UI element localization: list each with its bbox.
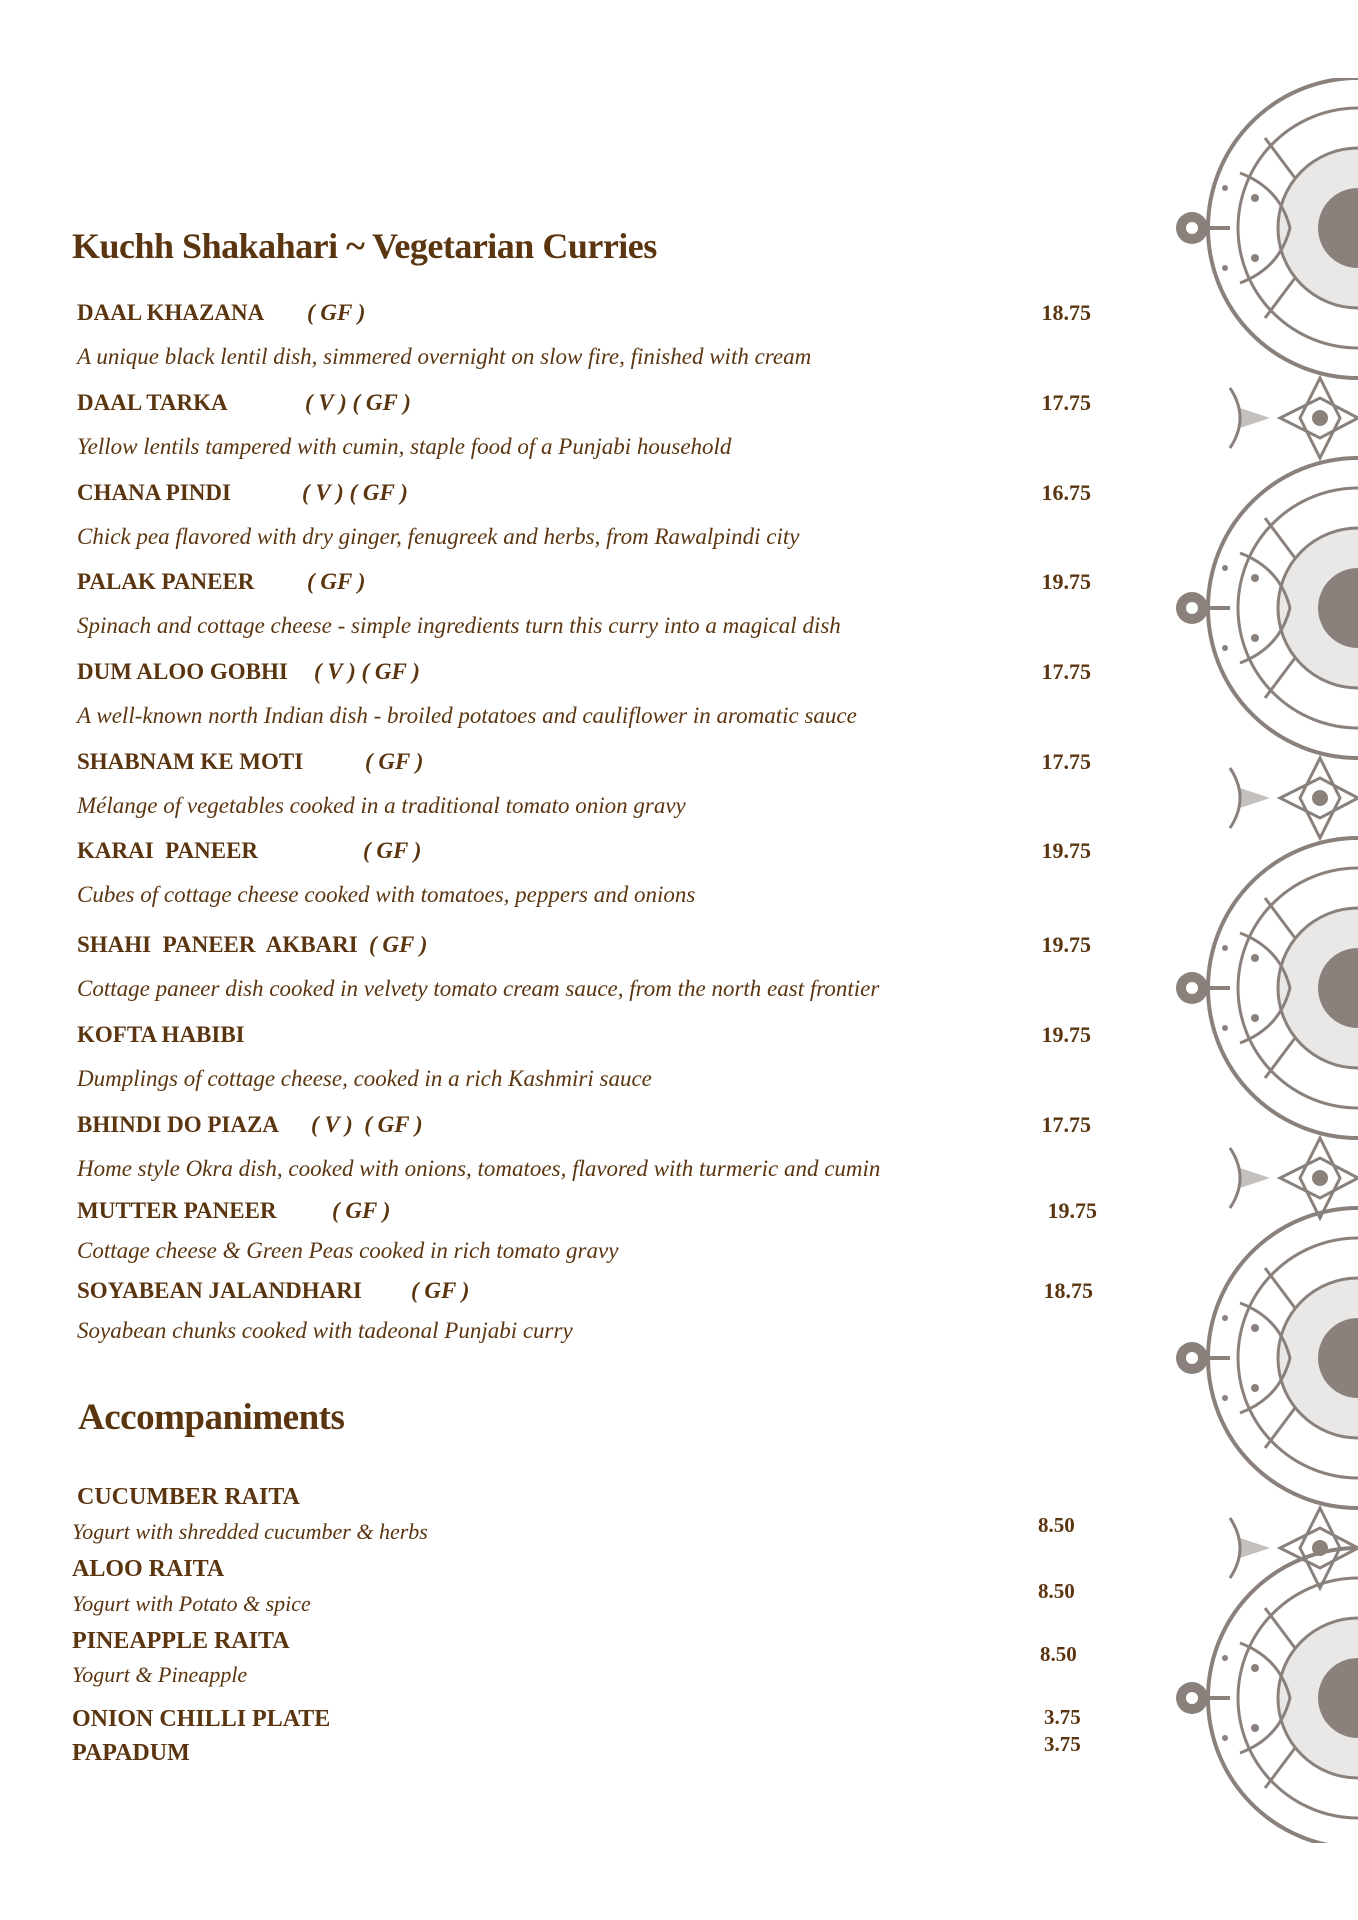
item-price: 8.50 (1038, 1513, 1075, 1537)
item-description: Chick pea flavored with dry ginger, fenugreek and herbs, from Rawalpindi city (77, 524, 800, 549)
mandala-border-icon (1170, 78, 1358, 1843)
item-price: 19.75 (1041, 932, 1091, 957)
item-tags: ( GF ) (365, 749, 424, 774)
item-description: Soyabean chunks cooked with tadeonal Punjabi curry (77, 1318, 573, 1343)
item-tags: ( GF ) (363, 838, 422, 863)
item-description: A unique black lentil dish, simmered overnight on slow fire, finished with cream (77, 344, 812, 369)
item-price: 3.75 (1044, 1705, 1081, 1729)
item-description: Cottage paneer dish cooked in velvety tomato cream sauce, from the north east frontier (77, 976, 880, 1001)
item-description: Home style Okra dish, cooked with onions, tomatoes, flavored with turmeric and cumin (77, 1156, 881, 1181)
item-name: CHANA PINDI (77, 480, 231, 505)
item-description: Yogurt with Potato & spice (72, 1591, 311, 1616)
item-tags: ( GF ) (369, 932, 428, 957)
item-tags: ( GF ) (332, 1198, 391, 1223)
item-description: Dumplings of cottage cheese, cooked in a rich Kashmiri sauce (77, 1066, 652, 1091)
item-name: DUM ALOO GOBHI (77, 659, 288, 684)
item-name: BHINDI DO PIAZA (77, 1112, 279, 1137)
item-name: MUTTER PANEER (77, 1198, 277, 1223)
item-name: SHABNAM KE MOTI (77, 749, 304, 774)
item-description: Mélange of vegetables cooked in a traditional tomato onion gravy (77, 793, 686, 818)
item-tags: ( V ) ( GF ) (314, 659, 420, 684)
item-description: Yellow lentils tampered with cumin, staple food of a Punjabi household (77, 434, 732, 459)
menu-item (77, 569, 1097, 638)
item-name: ONION CHILLI PLATE (72, 1706, 331, 1732)
item-price: 19.75 (1041, 569, 1091, 594)
item-description: A well-known north Indian dish - broiled potatoes and cauliflower in aromatic sauce (77, 703, 857, 728)
item-price: 19.75 (1041, 838, 1091, 863)
menu-item (77, 838, 1097, 907)
item-name: PINEAPPLE RAITA (72, 1628, 290, 1654)
item-tags: ( GF ) (307, 300, 366, 325)
item-price: 18.75 (1043, 1278, 1093, 1303)
item-tags: ( V ) ( GF ) (311, 1112, 423, 1137)
item-price: 17.75 (1041, 749, 1091, 774)
item-tags: ( V ) ( GF ) (305, 390, 411, 415)
item-description: Cottage cheese & Green Peas cooked in rich tomato gravy (77, 1238, 619, 1263)
item-price: 8.50 (1038, 1579, 1075, 1603)
item-name: DAAL KHAZANA (77, 300, 265, 325)
item-description: Yogurt with shredded cucumber & herbs (72, 1519, 428, 1544)
menu-item (77, 932, 1097, 1001)
item-price: 19.75 (1047, 1198, 1097, 1223)
menu-item (77, 300, 1097, 369)
item-price: 16.75 (1041, 480, 1091, 505)
menu-item (77, 1022, 1097, 1091)
item-name: ALOO RAITA (72, 1556, 225, 1582)
item-name: CUCUMBER RAITA (77, 1484, 300, 1510)
menu-item (77, 1278, 1097, 1343)
item-price: 17.75 (1041, 390, 1091, 415)
item-price: 18.75 (1041, 300, 1091, 325)
item-price: 17.75 (1041, 1112, 1091, 1137)
menu-item (77, 1198, 1097, 1263)
item-name: SOYABEAN JALANDHARI (77, 1278, 362, 1303)
item-description: Spinach and cottage cheese - simple ingredients turn this curry into a magical dish (77, 613, 841, 638)
item-name: SHAHI PANEER AKBARI (77, 932, 358, 957)
item-name: PALAK PANEER (77, 569, 255, 594)
item-tags: ( V ) ( GF ) (302, 480, 408, 505)
item-price: 3.75 (1044, 1732, 1081, 1756)
accompaniments-title: Accompaniments (78, 1397, 345, 1438)
menu-item (77, 749, 1097, 818)
menu-item (77, 390, 1097, 459)
item-tags: ( GF ) (307, 569, 366, 594)
item-price: 8.50 (1040, 1642, 1077, 1666)
item-name: PAPADUM (72, 1740, 190, 1766)
vegetarian-curries-title: Kuchh Shakahari ~ Vegetarian Curries (72, 226, 657, 266)
item-name: KOFTA HABIBI (77, 1022, 245, 1047)
item-name: DAAL TARKA (77, 390, 228, 415)
item-price: 19.75 (1041, 1022, 1091, 1047)
item-name: KARAI PANEER (77, 838, 259, 863)
menu-item (77, 480, 1097, 549)
item-tags: ( GF ) (411, 1278, 470, 1303)
item-price: 17.75 (1041, 659, 1091, 684)
item-description: Cubes of cottage cheese cooked with tomatoes, peppers and onions (77, 882, 696, 907)
menu-item (77, 1112, 1097, 1181)
menu-item (77, 659, 1097, 728)
item-description: Yogurt & Pineapple (72, 1662, 248, 1687)
